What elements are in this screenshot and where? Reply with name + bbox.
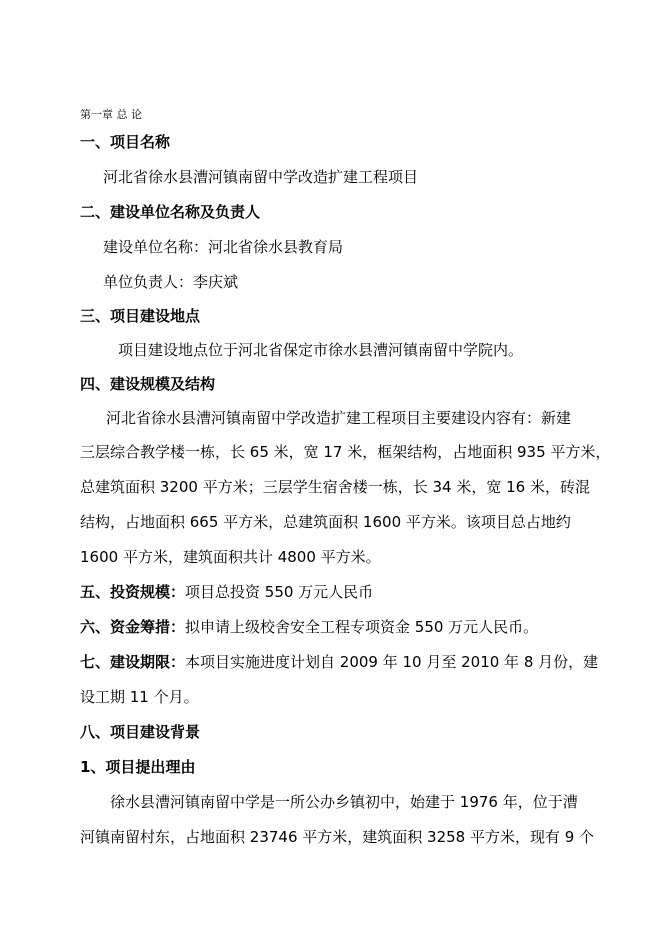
scale-line-1: 河北省徐水县漕河镇南留中学改造扩建工程项目主要建设内容有：新建: [106, 409, 572, 427]
section-7-text: 本项目实施进度计划自 2009 年 10 月至 2010 年 8 月份，建: [185, 653, 599, 671]
section-7-line-2: 设工期 11 个月。: [80, 688, 199, 706]
scale-line-2: 三层综合教学楼一栋，长 65 米，宽 17 米，框架结构，占地面积 935 平方米，: [80, 443, 611, 461]
section-6-label: 六、资金筹措：: [80, 618, 186, 636]
reason-line-2: 河镇南留村东，占地面积 23746 平方米，建筑面积 3258 平方米，现有 9 个: [80, 828, 595, 846]
scale-line-5: 1600 平方米，建筑面积共计 4800 平方米。: [80, 548, 381, 566]
construction-unit: 建设单位名称：河北省徐水县教育局: [103, 238, 344, 256]
section-8-1-title: 1、项目提出理由: [80, 758, 196, 776]
section-5-text: 项目总投资 550 万元人民币: [185, 583, 374, 601]
section-7-label: 七、建设期限：: [80, 653, 186, 671]
section-6-text: 拟申请上级校舍安全工程专项资金 550 万元人民币。: [185, 618, 539, 636]
reason-line-1: 徐水县漕河镇南留中学是一所公办乡镇初中，始建于 1976 年，位于漕: [110, 793, 578, 811]
section-6: [80, 616, 538, 637]
section-2-title: 二、建设单位名称及负责人: [80, 203, 261, 221]
unit-person: 单位负责人：李庆斌: [103, 273, 239, 291]
section-5-label: 五、投资规模：: [80, 583, 186, 601]
section-7: [80, 651, 598, 672]
project-name: 河北省徐水县漕河镇南留中学改造扩建工程项目: [103, 168, 419, 186]
chapter-heading: 第一章 总 论: [80, 108, 142, 121]
section-5: [80, 581, 373, 602]
section-1-title: 一、项目名称: [80, 133, 171, 151]
section-3-title: 三、项目建设地点: [80, 307, 201, 325]
location-text: 项目建设地点位于河北省保定市徐水县漕河镇南留中学院内。: [118, 341, 524, 359]
scale-line-4: 结构，占地面积 665 平方米，总建筑面积 1600 平方米。该项目总占地约: [80, 513, 571, 531]
section-4-title: 四、建设规模及结构: [80, 375, 216, 393]
section-8-title: 八、项目建设背景: [80, 723, 201, 741]
scale-line-3: 总建筑面积 3200 平方米；三层学生宿舍楼一栋，长 34 米，宽 16 米，砖混: [80, 478, 590, 496]
